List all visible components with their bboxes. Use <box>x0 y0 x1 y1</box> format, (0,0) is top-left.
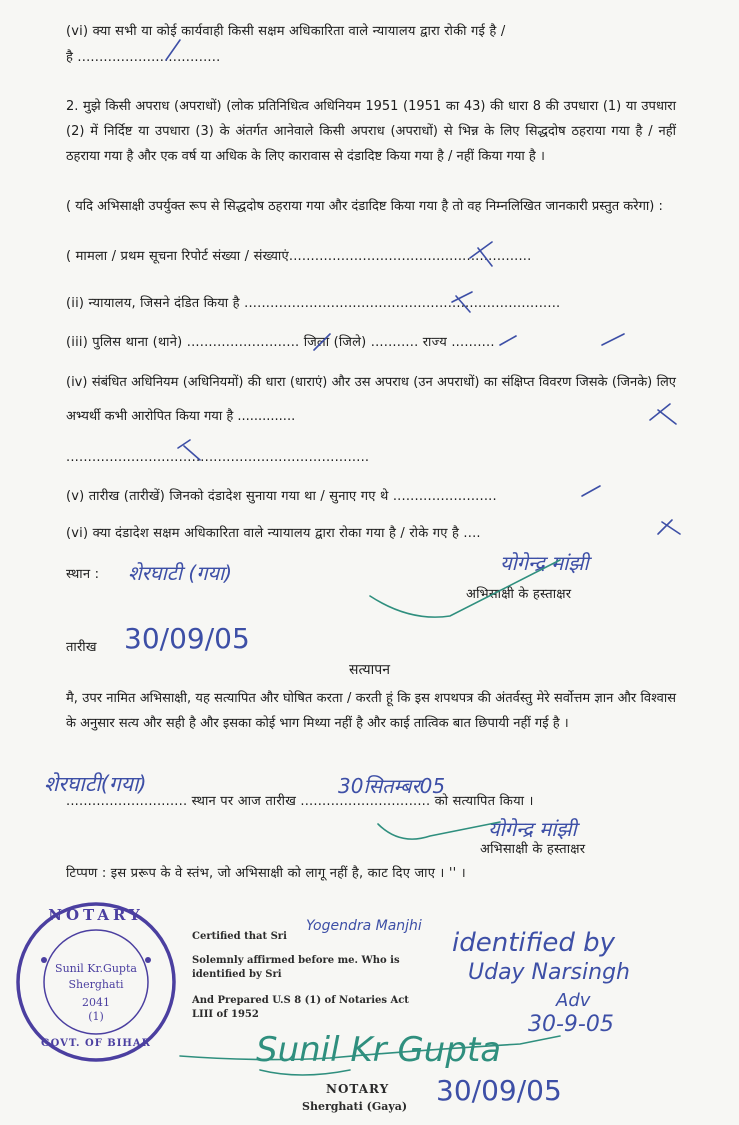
tick-mark <box>500 336 516 345</box>
seal-number: (1) <box>88 1010 104 1023</box>
place-label: स्थान : <box>66 567 100 582</box>
stamp-notary-place: Sherghati (Gaya) <box>302 1100 408 1113</box>
seal-top-text: NOTARY <box>48 906 144 924</box>
tick-mark <box>650 404 676 424</box>
tick-mark <box>166 40 180 60</box>
note-text: टिप्पण : इस प्ररूप के वे स्तंभ, जो अभिसाक्षी को लागू नहीं है, काट दिए जाए । '' । <box>66 866 466 881</box>
verification-signature-label: अभिसाक्षी के हस्ताक्षर <box>480 842 586 857</box>
hand-date-2: 30/09/05 <box>436 1074 562 1107</box>
verification-text: मै, उपर नामित अभिसाक्षी, यह सत्यापित और घोषित करता / करती हूं कि इस शपथपत्र की अंतर्वस्तु मेरे सर्वोत्तम ज्ञान और विश्वास के अनुसार सत्य और सही है और इसका कोई भाग मिथ्या नहीं है और काई तात्विक बात छिपायी नहीं गई है । <box>66 691 676 731</box>
verification-date-handwritten: 30सितम्बर05 <box>338 774 446 798</box>
item-vi-sentence-stayed: (vi) क्या दंडादेश सक्षम अधिकारिता वाले न्यायालय द्वारा रोका गया है / रोके गए है .... <box>66 526 481 541</box>
seal-place: Sherghati <box>68 978 124 991</box>
item-case-number: ( मामला / प्रथम सूचना रिपोर्ट संख्या / संख्याएं........................................................ <box>66 249 532 264</box>
seal-year: 2041 <box>82 996 110 1009</box>
signature-flourish <box>370 560 560 617</box>
verification-place-handwritten: शेरघाटी(गया) <box>44 772 147 796</box>
stamp-line-2: Solemnly affirmed before me. Who is <box>192 955 400 966</box>
item-iv-dotted: ...................................................................... <box>66 450 370 465</box>
verification-place-date-line: ............................ स्थान पर आज तारीख .............................. को सत्यापित किया । <box>66 794 534 809</box>
stamp-line-3: identified by Sri <box>192 969 282 980</box>
item-ii-court: (ii) न्यायालय, जिसने दंडित किया है ......................................................................... <box>66 296 561 311</box>
tick-mark <box>602 334 624 345</box>
tick-mark <box>452 292 472 312</box>
signature-flourish <box>180 1036 560 1060</box>
hand-adv: Adv <box>556 990 591 1011</box>
place-handwritten: शेरघाटी (गया) <box>128 561 233 585</box>
tick-mark <box>470 242 492 266</box>
stamp-line-4: And Prepared U.S 8 (1) of Notaries Act <box>192 995 409 1006</box>
stamp-line-1: Certified that Sri <box>192 931 287 942</box>
deponent-signature-label: अभिसाक्षी के हस्ताक्षर <box>466 587 572 602</box>
hand-date-1: 30-9-05 <box>528 1012 614 1037</box>
tick-mark <box>658 520 680 534</box>
item-iv-section: (iv) संबंधित अधिनियम (अधिनियमों) की धारा (धाराएं) और उस अपराध (उन अपराधों) का संक्षिप्त विवरण जिसके (जिनके) लिए अभ्यर्थी कभी आरोपित किया गया है .............. <box>66 375 676 424</box>
hand-identifier-name: Uday Narsingh <box>468 960 630 985</box>
verification-title: सत्यापन <box>349 662 390 678</box>
line-vi-part-a: (vi) क्या सभी या कोई कार्यवाही किसी सक्षम अधिकारिता वाले न्यायालय द्वारा रोकी गई है / <box>66 24 506 39</box>
tick-mark <box>582 486 600 496</box>
item-iii-police-station: (iii) पुलिस थाना (थाने) .......................... जिला (जिले) ........... राज्य .......... <box>66 335 495 350</box>
tick-mark <box>314 334 330 350</box>
seal-name: Sunil Kr.Gupta <box>55 962 137 975</box>
signature-flourish <box>260 1070 350 1075</box>
verification-signature: योगेन्द्र मांझी <box>488 817 577 841</box>
paragraph-2: 2. मुझे किसी अपराध (अपराधों) (लोक प्रतिनिधित्व अधिनियम 1951 (1951 का 43) की धारा 8 की उपधारा (1) या उपधारा (2) में निर्दिष्ट या उपधारा (3) के अंतर्गत आनेवाले किसी अपराध (अपराधों) से भिन्न के लिए सिद्धदोष ठहराया गया है / नहीं ठहराया गया है और एक वर्ष या अधिक के लिए कारावास से दंडादिष्ट किया गया है / नहीं किया गया है । <box>66 99 676 164</box>
paragraph-2-note: ( यदि अभिसाक्षी उपर्युक्त रूप से सिद्धदोष ठहराया गया और दंडादिष्ट किया गया है तो वह निम्नलिखित जानकारी प्रस्तुत करेगा) : <box>66 199 663 214</box>
date-handwritten: 30/09/05 <box>124 622 250 655</box>
hand-identified: identified by <box>452 928 616 958</box>
stamp-line-5: LIII of 1952 <box>192 1009 259 1020</box>
line-vi-part-b: है ................................. <box>66 50 221 65</box>
signature-flourish <box>378 822 500 839</box>
item-v-date: (v) तारीख (तारीखें) जिनको दंडादेश सुनाया गया था / सुनाए गए थे ........................ <box>66 489 497 504</box>
hand-name-top: Yogendra Manjhi <box>306 918 422 934</box>
deponent-signature: योगेन्द्र मांझी <box>500 551 589 575</box>
hand-notary-signature: Sunil Kr Gupta <box>256 1030 502 1070</box>
tick-mark <box>178 440 200 460</box>
seal-bottom-text: GOVT. OF BIHAR <box>41 1038 151 1049</box>
stamp-notary-title: NOTARY <box>326 1082 390 1096</box>
date-label: तारीख <box>66 640 97 655</box>
